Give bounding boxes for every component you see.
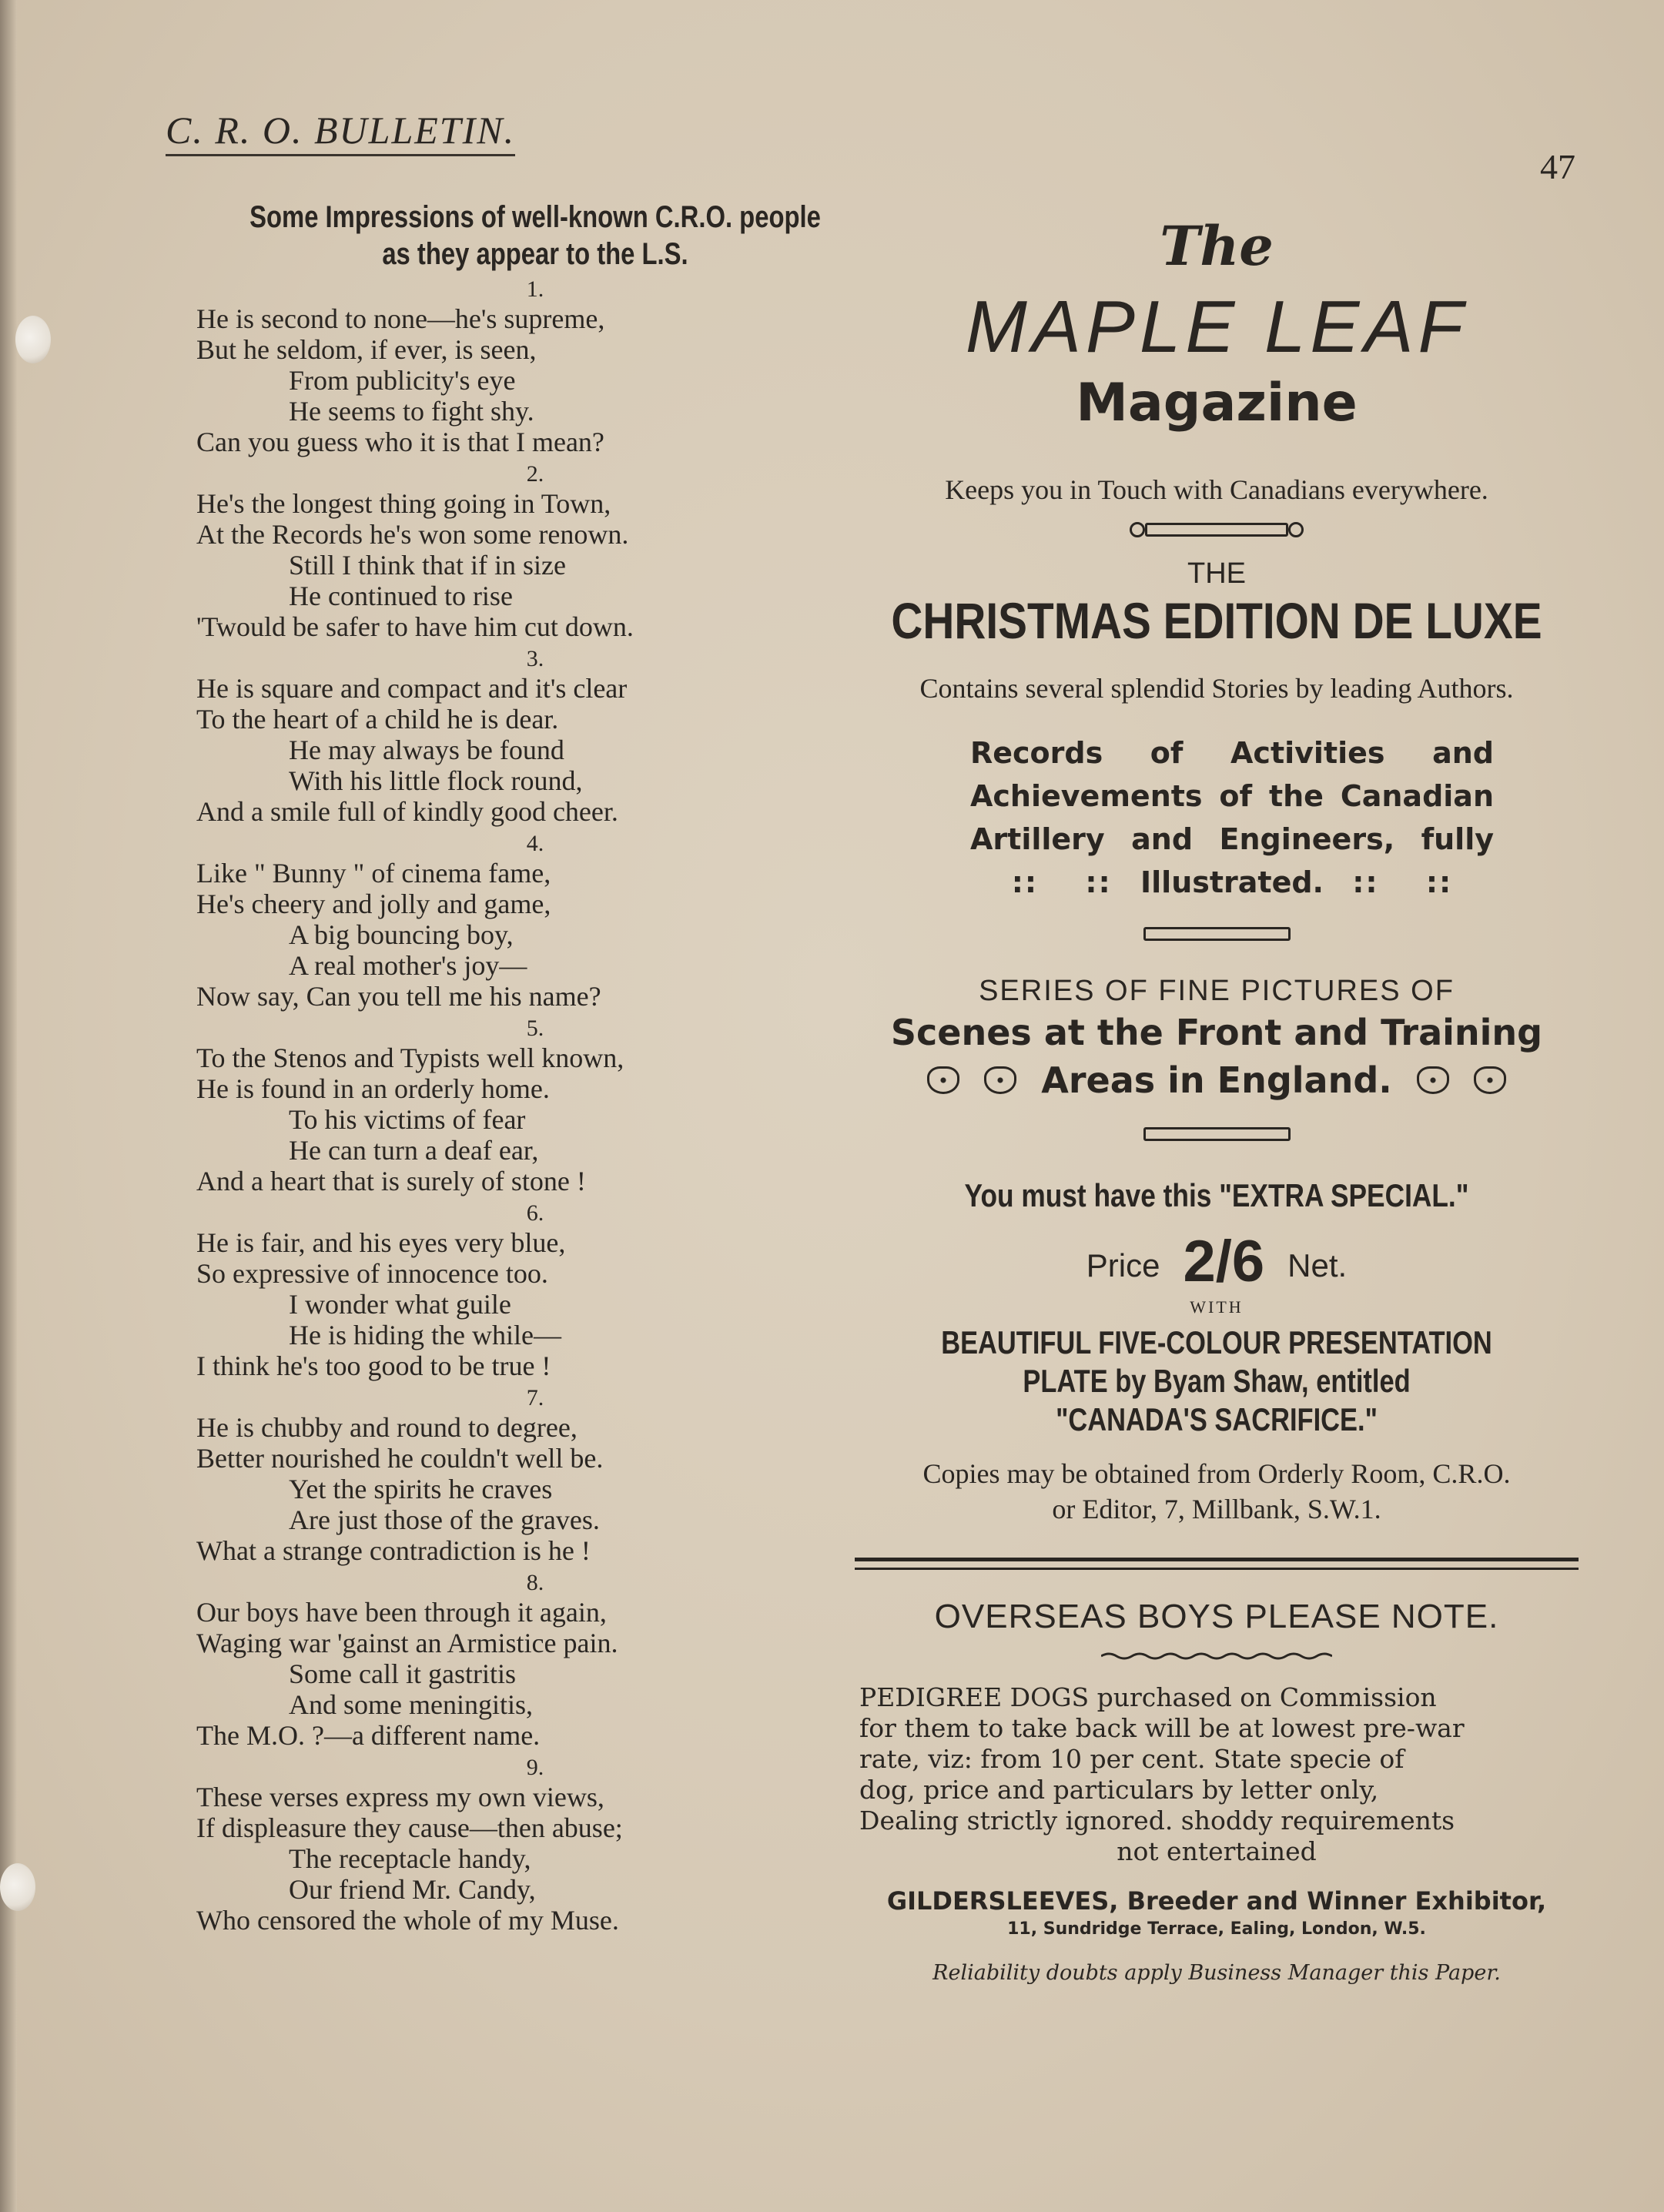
advert-christmas-edition: CHRISTMAS EDITION DE LUXE [891, 592, 1542, 649]
poem-line: A real mother's joy— [289, 950, 527, 981]
binding-hole [0, 1863, 35, 1911]
maple-leaf-advert [855, 200, 1579, 1989]
poem-line: He is second to none—he's supreme, [196, 303, 605, 334]
advert-with: WITH [1190, 1297, 1244, 1317]
advert-contains: Contains several splendid Stories by leading Authors. [919, 673, 1514, 704]
poem-line: Like " Bunny " of cinema fame, [196, 858, 551, 888]
poem-line: If displeasure they cause—then abuse; [196, 1812, 623, 1843]
stanza-number: 3. [526, 646, 544, 671]
poem-line: He's the longest thing going in Town, [196, 488, 611, 519]
poem-line: Better nourished he couldn't well be. [196, 1443, 604, 1474]
poem-line: These verses express my own views, [196, 1782, 604, 1812]
stanza-number: 4. [526, 831, 544, 856]
wavy-divider [855, 1648, 1579, 1662]
poem-line: He's cheery and jolly and game, [196, 888, 551, 919]
crest-icon [927, 1066, 959, 1094]
stanza-number: 9. [526, 1755, 544, 1780]
notice-reliability: Reliability doubts apply Business Manager this Paper. [932, 1961, 1501, 1985]
poem-line: He is chubby and round to degree, [196, 1412, 578, 1443]
notice-gildersleeves: GILDERSLEEVES, Breeder and Winner Exhibitor, [886, 1886, 1547, 1916]
crest-icon [1474, 1066, 1506, 1094]
bulletin-header: C. R. O. BULLETIN. [166, 108, 515, 156]
advert-copies: Copies may be obtained from Orderly Room, C.R.O. or Editor, 7, Millbank, S.W.1. [922, 1458, 1511, 1524]
poem-line: And a heart that is surely of stone ! [196, 1166, 586, 1196]
poem-line: He may always be found [289, 735, 564, 765]
advert-the-small: THE [1187, 557, 1246, 590]
advert-areas: Areas in England. [855, 1056, 1579, 1104]
poem [196, 199, 874, 1936]
poem-line: Who censored the whole of my Muse. [196, 1905, 619, 1936]
ornament-bar [855, 1127, 1579, 1150]
crest-icon [984, 1066, 1016, 1094]
poem-line: He is hiding the while— [289, 1320, 561, 1350]
advert-series: SERIES OF FINE PICTURES OF [979, 975, 1455, 1007]
advert-presentation-plate: BEAUTIFUL FIVE-COLOUR PRESENTATION PLATE by Byam Shaw, entitled "CANADA'S SACRIFICE." [941, 1324, 1492, 1437]
poem-line: He seems to fight shy. [289, 396, 534, 427]
crest-icon [1417, 1066, 1449, 1094]
stanza-number: 2. [526, 461, 544, 487]
poem-line: Our boys have been through it again, [196, 1597, 607, 1628]
poem-line: He is square and compact and it's clear [196, 673, 628, 704]
poem-line: Some call it gastritis [289, 1658, 516, 1689]
poem-line: And a smile full of kindly good cheer. [196, 796, 618, 827]
stanza-number: 5. [526, 1016, 544, 1041]
poem-line: At the Records he's won some renown. [196, 519, 629, 550]
poem-line: The M.O. ?—a different name. [196, 1720, 541, 1751]
notice-title: OVERSEAS BOYS PLEASE NOTE. [934, 1598, 1499, 1635]
poem-line: So expressive of innocence too. [196, 1258, 548, 1289]
poem-line: What a strange contradiction is he ! [196, 1535, 591, 1566]
advert-magazine: Magazine [1076, 373, 1358, 433]
notice-body: PEDIGREE DOGS purchased on Commission for them to take back will be at lowest pre-war rate, viz: from 10 per cent. State specie of dog, price and particulars by letter only, Dealing strictly ignored. shoddy requirements not entertained [859, 1682, 1465, 1866]
poem-line: To his victims of fear [289, 1104, 526, 1135]
poem-line: From publicity's eye [289, 365, 516, 396]
advert-maple-leaf: MAPLE LEAF [965, 286, 1468, 368]
advert-price: Price 2/6 Net. [1086, 1229, 1348, 1294]
page-number: 47 [1540, 147, 1575, 186]
poem-title: Some Impressions of well-known C.R.O. people as they appear to the L.S. [249, 200, 821, 271]
poem-line: Yet the spirits he craves [289, 1474, 553, 1504]
notice-address: 11, Sundridge Terrace, Ealing, London, W.5. [1007, 1919, 1426, 1939]
poem-line: Waging war 'gainst an Armistice pain. [196, 1628, 618, 1658]
poem-line: And some meningitis, [289, 1689, 533, 1720]
double-rule [855, 1558, 1579, 1570]
poem-line: A big bouncing boy, [289, 919, 514, 950]
poem-stanzas [196, 276, 874, 1936]
stanza-number: 6. [526, 1200, 544, 1226]
poem-line: He can turn a deaf ear, [289, 1135, 539, 1166]
poem-line: Now say, Can you tell me his name? [196, 981, 601, 1012]
poem-line: I think he's too good to be true ! [196, 1350, 551, 1381]
poem-line: To the heart of a child he is dear. [196, 704, 559, 735]
stanza-number: 7. [526, 1385, 544, 1411]
stanza-number: 8. [526, 1570, 544, 1595]
ornament-bar [855, 927, 1579, 950]
stanza-number: 1. [526, 276, 544, 302]
poem-line: He continued to rise [289, 581, 513, 611]
poem-line: To the Stenos and Typists well known, [196, 1042, 624, 1073]
poem-line: Our friend Mr. Candy, [289, 1874, 536, 1905]
poem-line: The receptacle handy, [289, 1843, 531, 1874]
advert-scenes: Scenes at the Front and Training [890, 1012, 1543, 1053]
advert-the: The [1160, 214, 1274, 278]
ornament-divider [855, 522, 1579, 545]
poem-line: But he seldom, if ever, is seen, [196, 334, 537, 365]
poem-line: He is found in an orderly home. [196, 1073, 550, 1104]
poem-line: I wonder what guile [289, 1289, 511, 1320]
poem-line: With his little flock round, [289, 765, 583, 796]
poem-line: He is fair, and his eyes very blue, [196, 1227, 566, 1258]
poem-line: 'Twould be safer to have him cut down. [196, 611, 634, 642]
advert-records: Records of Activities and Achievements of the Canadian Artillery and Engineers, fully :: :: Illustrated. :: :: [970, 736, 1494, 899]
advert-illustrated: Illustrated. [1140, 865, 1324, 899]
advert-keeps: Keeps you in Touch with Canadians everywhere. [945, 474, 1488, 505]
binding-hole [15, 316, 51, 363]
advert-extra-special: You must have this "EXTRA SPECIAL." [964, 1177, 1469, 1213]
poem-line: Can you guess who it is that I mean? [196, 427, 604, 457]
poem-line: Are just those of the graves. [289, 1504, 600, 1535]
poem-line: Still I think that if in size [289, 550, 566, 581]
